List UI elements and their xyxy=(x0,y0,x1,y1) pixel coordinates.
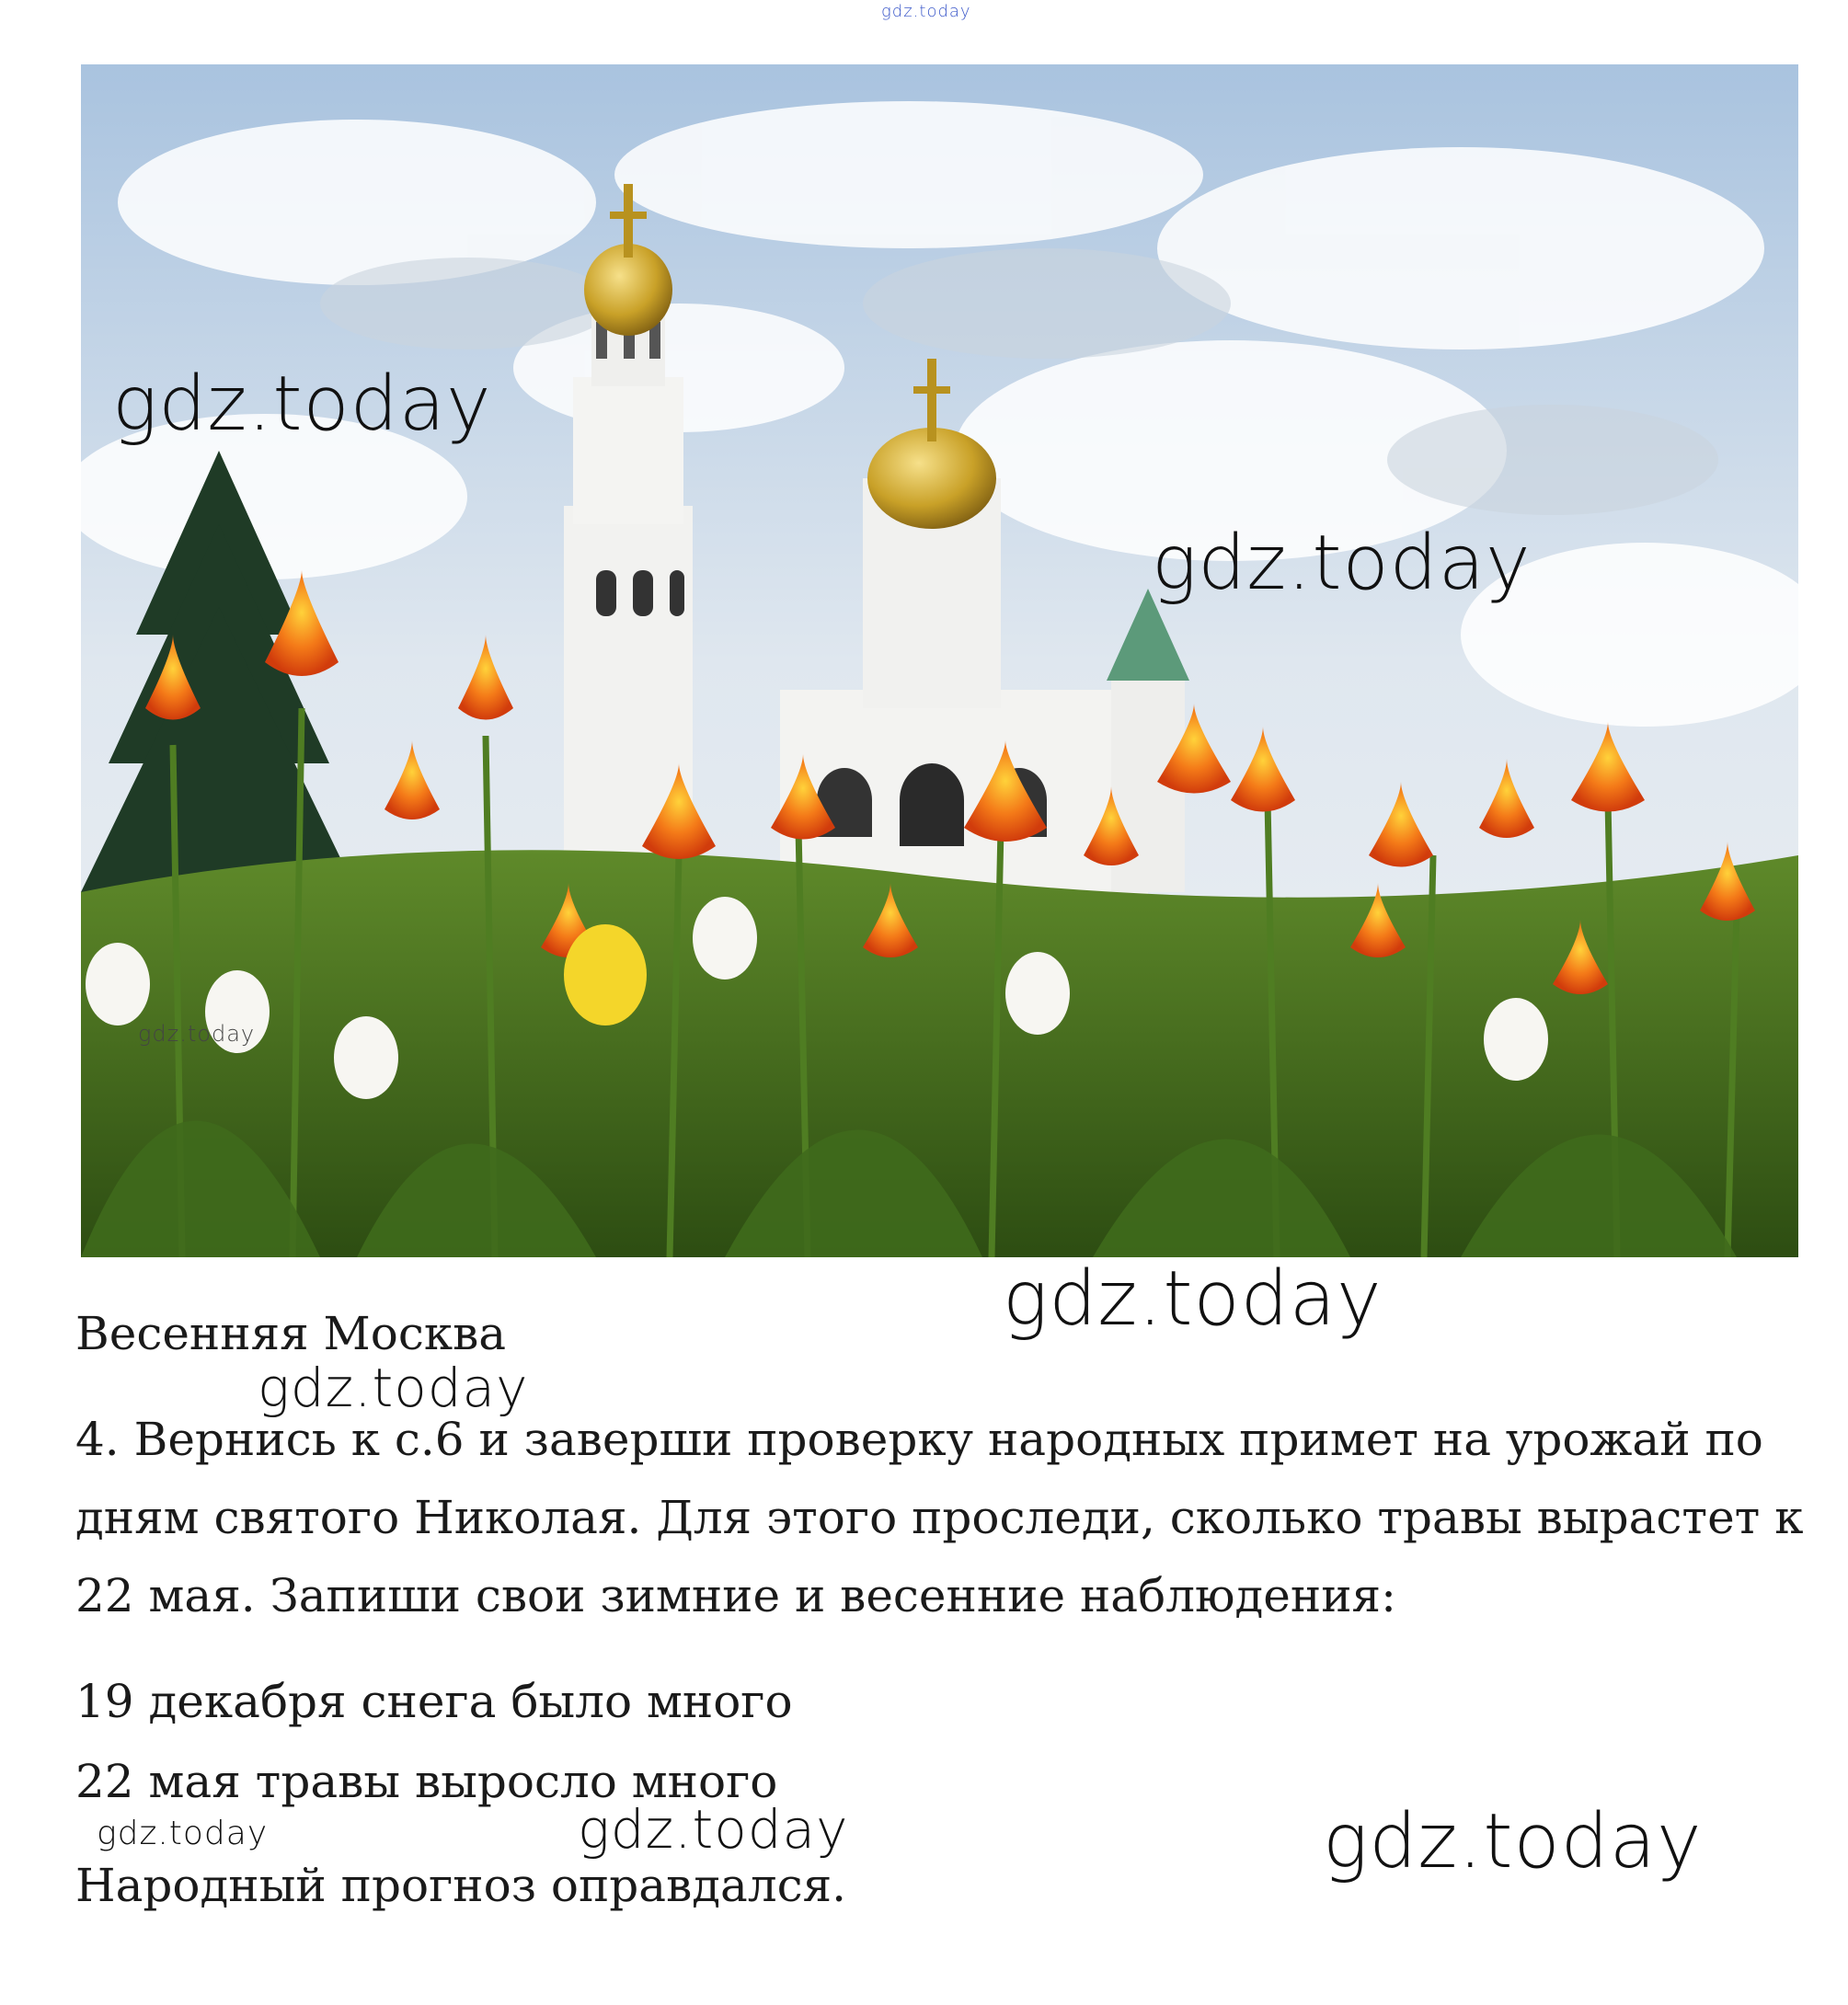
watermark-5: gdz.today xyxy=(1323,1798,1703,1885)
task-line-3: 22 мая. Запиши свои зимние и весенние наблюдения: xyxy=(75,1569,1396,1622)
photo-caption: Весенняя Москва xyxy=(75,1307,507,1360)
watermark-2: gdz.today xyxy=(258,1357,529,1419)
answer-line-3: Народный прогноз оправдался. xyxy=(75,1859,847,1912)
answer-line-1: 19 декабря снега было много xyxy=(75,1675,793,1728)
task-line-1: 4. Вернись к с.6 и заверши проверку народных примет на урожай по xyxy=(75,1413,1763,1466)
watermark-1: gdz.today xyxy=(1003,1255,1383,1343)
photo-watermark-2: gdz.today xyxy=(1152,520,1532,607)
answer-line-2: 22 мая травы выросло много xyxy=(75,1755,778,1808)
photo-watermark-1: gdz.today xyxy=(112,361,492,448)
task-line-2: дням святого Николая. Для этого проследи, сколько травы вырастет к xyxy=(75,1491,1804,1544)
watermark-4: gdz.today xyxy=(578,1798,849,1861)
photo-illustration xyxy=(81,64,1798,1257)
header-watermark: gdz.today xyxy=(881,2,971,21)
watermark-3: gdz.today xyxy=(97,1815,269,1852)
photo-watermark-3: gdz.today xyxy=(138,1021,256,1047)
moscow-spring-photo xyxy=(81,64,1798,1257)
